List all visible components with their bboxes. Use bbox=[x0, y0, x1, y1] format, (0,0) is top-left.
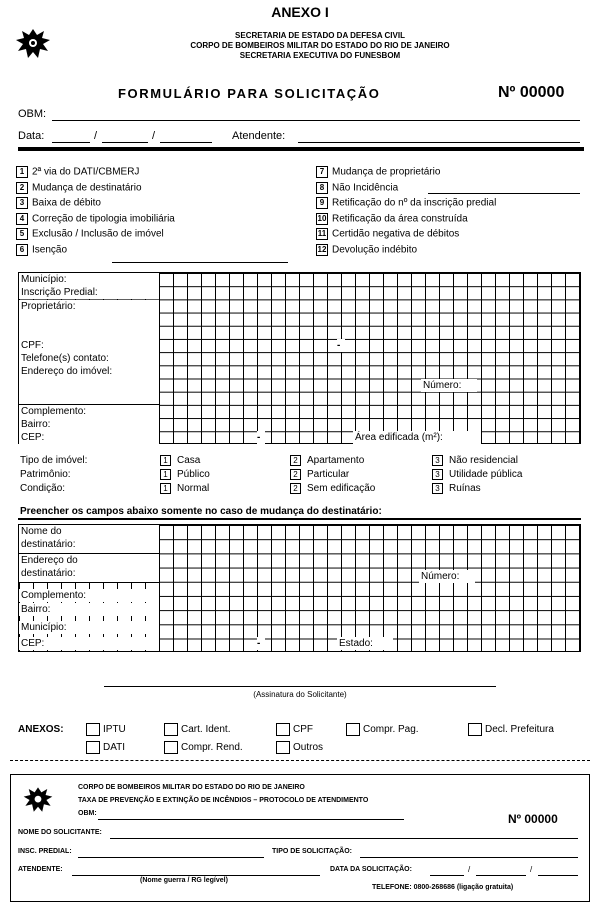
property-option[interactable] bbox=[160, 483, 209, 495]
request-type-label: Mudança de proprietário bbox=[332, 166, 441, 178]
property-option[interactable] bbox=[290, 455, 364, 467]
property-option-box[interactable]: 2 bbox=[290, 455, 301, 466]
request-type-option[interactable] bbox=[316, 166, 440, 179]
recipient-heading-rule bbox=[18, 518, 581, 520]
nome-destinatario-line1: Nome do bbox=[21, 526, 62, 537]
annex-label: Compr. Rend. bbox=[181, 742, 243, 754]
receipt-nome-guerra: (Nome guerra / RG legível) bbox=[140, 877, 228, 884]
option-number-box[interactable]: 10 bbox=[317, 213, 327, 223]
annex-checkbox-item[interactable] bbox=[468, 723, 554, 736]
form-number: Nº 00000 bbox=[498, 84, 565, 101]
receipt-date-year[interactable] bbox=[538, 875, 578, 876]
property-option-label: Casa bbox=[177, 455, 201, 466]
cep-dash: - bbox=[257, 431, 265, 444]
request-type-option[interactable] bbox=[16, 182, 142, 195]
request-type-label: Correção de tipologia imobiliária bbox=[32, 213, 175, 225]
signature-line[interactable] bbox=[104, 686, 496, 687]
receipt-line-1: CORPO DE BOMBEIROS MILITAR DO ESTADO DO RIO DE JANEIRO bbox=[78, 784, 305, 791]
header-line-3: SECRETARIA EXECUTIVA DO FUNESBOM bbox=[239, 51, 401, 60]
receipt-data-label: DATA DA SOLICITAÇÃO: bbox=[330, 866, 412, 873]
property-option-label: Sem edificação bbox=[307, 483, 376, 494]
option-number-box[interactable]: 2 bbox=[16, 182, 28, 194]
date-separator: / bbox=[152, 130, 156, 142]
endereco-destinatario-line1: Endereço do bbox=[21, 555, 78, 566]
form-title: FORMULÁRIO PARA SOLICITAÇÃO bbox=[118, 86, 381, 101]
receipt-number: Nº 00000 bbox=[508, 812, 558, 826]
option-number-box[interactable]: 7 bbox=[316, 166, 328, 178]
obm-field[interactable] bbox=[52, 120, 580, 121]
request-type-option[interactable] bbox=[316, 228, 459, 241]
patrimonio-label: Patrimônio: bbox=[20, 469, 71, 480]
attendant-label: Atendente: bbox=[232, 130, 286, 142]
request-type-option[interactable] bbox=[16, 213, 175, 226]
property-option-box[interactable]: 1 bbox=[160, 455, 171, 466]
annex-title: ANEXO I bbox=[271, 4, 329, 20]
receipt-date-month[interactable] bbox=[476, 875, 526, 876]
annex-label: DATI bbox=[103, 742, 126, 754]
receipt-nome-label: NOME DO SOLICITANTE: bbox=[18, 829, 102, 836]
recipient-data-grid[interactable] bbox=[18, 524, 581, 652]
annex-checkbox[interactable] bbox=[164, 723, 178, 736]
date-day-field[interactable] bbox=[52, 142, 90, 143]
option-number-box[interactable]: 3 bbox=[16, 197, 28, 209]
annex-checkbox[interactable] bbox=[86, 723, 100, 736]
receipt-date-sep: / bbox=[530, 865, 533, 874]
request-type-label: Certidão negativa de débitos bbox=[332, 229, 460, 241]
request-type-option[interactable] bbox=[316, 197, 496, 210]
option-number-box[interactable]: 8 bbox=[316, 182, 328, 194]
annexes-label: ANEXOS: bbox=[18, 724, 64, 735]
cut-line bbox=[10, 760, 590, 761]
property-option-box[interactable]: 1 bbox=[160, 483, 171, 494]
endereco-destinatario-line2: destinatário: bbox=[21, 568, 76, 579]
receipt-line-2: TAXA DE PREVENÇÃO E EXTINÇÃO DE INCÊNDIOS – PROTOCOLO DE ATENDIMENTO bbox=[78, 797, 369, 804]
telefone-label: Telefone(s) contato: bbox=[19, 352, 159, 365]
cpf-dash: - bbox=[337, 339, 345, 352]
property-option[interactable] bbox=[160, 469, 210, 481]
receipt-tipo-field[interactable] bbox=[360, 857, 578, 858]
complemento-label: Complemento: bbox=[19, 405, 159, 418]
receipt-atendente-label: ATENDENTE: bbox=[18, 866, 63, 873]
option-number-box[interactable]: 12 bbox=[317, 245, 327, 254]
annex-checkbox[interactable] bbox=[86, 741, 100, 754]
annex-checkbox[interactable] bbox=[276, 723, 290, 736]
proprietario-label: Proprietário: bbox=[19, 300, 159, 340]
numero2-label: Número: bbox=[419, 570, 475, 583]
annex-label: CPF bbox=[293, 724, 313, 736]
option-number-box[interactable]: 11 bbox=[317, 229, 327, 239]
annex-label: Cart. Ident. bbox=[181, 724, 231, 736]
obm-label: OBM: bbox=[18, 108, 47, 120]
property-option[interactable] bbox=[432, 455, 518, 467]
option-number-box[interactable]: 5 bbox=[16, 228, 28, 240]
property-option-box[interactable]: 2 bbox=[290, 483, 301, 494]
request-type-option[interactable] bbox=[316, 213, 468, 226]
header-line-1: SECRETARIA DE ESTADO DA DEFESA CIVIL bbox=[235, 31, 405, 40]
area-label: Área edificada (m²): bbox=[353, 431, 481, 444]
date-separator: / bbox=[94, 130, 98, 142]
annex-checkbox-item[interactable] bbox=[86, 741, 125, 754]
option-number-box[interactable]: 9 bbox=[316, 197, 328, 209]
annex-checkbox-item[interactable] bbox=[276, 741, 323, 754]
property-option[interactable] bbox=[432, 469, 522, 481]
option-number-box[interactable]: 6 bbox=[16, 244, 28, 256]
annex-checkbox-item[interactable] bbox=[346, 723, 419, 736]
property-option-box[interactable]: 2 bbox=[290, 469, 301, 480]
property-option-label: Apartamento bbox=[307, 455, 365, 466]
complemento2-label: Complemento: bbox=[19, 589, 159, 602]
nome-destinatario-line2: destinatário: bbox=[21, 539, 76, 550]
bairro2-label: Bairro: bbox=[19, 603, 159, 616]
request-type-label: Não Incidência bbox=[332, 182, 399, 194]
receipt-nome-field[interactable] bbox=[110, 838, 578, 839]
inscricao-label: Inscrição Predial: bbox=[19, 286, 159, 299]
nome-destinatario-label bbox=[19, 525, 159, 554]
annex-checkbox[interactable] bbox=[164, 741, 178, 754]
annex-checkbox-item[interactable] bbox=[164, 741, 243, 754]
request-type-label: 2ª via do DATI/CBMERJ bbox=[32, 166, 140, 178]
date-year-field[interactable] bbox=[160, 142, 212, 143]
receipt-tipo-label: TIPO DE SOLICITAÇÃO: bbox=[272, 848, 352, 855]
tipo-imovel-label: Tipo de imóvel: bbox=[20, 455, 88, 466]
annex-checkbox-item[interactable] bbox=[164, 723, 230, 736]
annex-label: Outros bbox=[293, 742, 324, 754]
request-type-option[interactable] bbox=[316, 182, 398, 195]
numero-label: Número: bbox=[421, 379, 477, 392]
request-type-option[interactable] bbox=[16, 244, 67, 257]
option-number-box[interactable]: 4 bbox=[16, 213, 28, 225]
property-option-label: Normal bbox=[177, 483, 210, 494]
receipt-atendente-field[interactable] bbox=[72, 875, 320, 876]
property-option-box[interactable]: 1 bbox=[160, 469, 171, 480]
isencao-field[interactable] bbox=[112, 262, 288, 263]
cep2-dash: - bbox=[257, 637, 265, 650]
nao-incidencia-field[interactable] bbox=[428, 193, 580, 194]
request-type-option[interactable] bbox=[316, 244, 417, 257]
recipient-heading: Preencher os campos abaixo somente no caso de mudança do destinatário: bbox=[20, 506, 382, 517]
signature-label: (Assinatura do Solicitante) bbox=[253, 690, 347, 699]
request-type-label: Retificação da área construída bbox=[332, 213, 468, 225]
property-option-label: Público bbox=[177, 469, 210, 480]
estado-label: Estado: bbox=[337, 637, 393, 650]
annex-checkbox[interactable] bbox=[276, 741, 290, 754]
request-type-label: Exclusão / Inclusão de imóvel bbox=[32, 229, 164, 241]
request-type-option[interactable] bbox=[16, 166, 139, 179]
property-option-label: Não residencial bbox=[449, 455, 518, 466]
property-data-grid[interactable] bbox=[18, 272, 581, 444]
property-option-label: Ruínas bbox=[449, 483, 481, 494]
request-type-label: Retificação do nº da inscrição predial bbox=[332, 197, 497, 209]
header-line-2: CORPO DE BOMBEIROS MILITAR DO ESTADO DO RIO DE JANEIRO bbox=[190, 41, 450, 50]
bairro-label: Bairro: bbox=[19, 418, 159, 431]
property-option[interactable] bbox=[290, 483, 375, 495]
receipt-emblem-icon bbox=[22, 786, 54, 814]
receipt-date-sep: / bbox=[468, 865, 471, 874]
receipt-insc-field[interactable] bbox=[78, 857, 264, 858]
municipio2-label: Município: bbox=[19, 621, 159, 634]
annex-checkbox-item[interactable] bbox=[276, 723, 313, 736]
fire-department-emblem-icon bbox=[14, 28, 52, 60]
section-divider bbox=[18, 147, 584, 151]
option-number-box[interactable]: 1 bbox=[16, 166, 28, 178]
request-type-option[interactable] bbox=[16, 197, 101, 210]
property-option-label: Particular bbox=[307, 469, 350, 480]
endereco-label: Endereço do imóvel: bbox=[19, 365, 159, 405]
annex-checkbox-item[interactable] bbox=[86, 723, 126, 736]
property-option-box[interactable]: 3 bbox=[432, 469, 443, 480]
receipt-obm-field[interactable] bbox=[98, 819, 404, 820]
request-type-option[interactable] bbox=[16, 228, 164, 241]
cpf-label: CPF: bbox=[19, 339, 159, 352]
date-label: Data: bbox=[18, 130, 45, 142]
attendant-field[interactable] bbox=[298, 142, 580, 143]
endereco-destinatario-label bbox=[19, 554, 159, 583]
annex-label: IPTU bbox=[103, 724, 126, 736]
request-type-label: Baixa de débito bbox=[32, 197, 101, 209]
property-option-box[interactable]: 3 bbox=[432, 455, 443, 466]
annex-checkbox[interactable] bbox=[468, 723, 482, 736]
property-option-label: Utilidade pública bbox=[449, 469, 523, 480]
property-option-box[interactable]: 3 bbox=[432, 483, 443, 494]
receipt-telefone: TELEFONE: 0800-268686 (ligação gratuita) bbox=[372, 884, 514, 891]
municipio-label: Município: bbox=[19, 273, 159, 286]
annex-label: Decl. Prefeitura bbox=[485, 724, 554, 736]
property-option[interactable] bbox=[160, 455, 200, 467]
condicao-label: Condição: bbox=[20, 483, 66, 494]
request-type-label: Mudança de destinatário bbox=[32, 182, 142, 194]
request-type-label: Isenção bbox=[32, 244, 68, 256]
property-option[interactable] bbox=[432, 483, 481, 495]
date-month-field[interactable] bbox=[102, 142, 148, 143]
request-type-label: Devolução indébito bbox=[332, 244, 418, 256]
receipt-date-day[interactable] bbox=[430, 875, 464, 876]
annex-label: Compr. Pag. bbox=[363, 724, 419, 736]
receipt-insc-label: INSC. PREDIAL: bbox=[18, 848, 72, 855]
annex-checkbox[interactable] bbox=[346, 723, 360, 736]
property-option[interactable] bbox=[290, 469, 349, 481]
cep2-label: CEP: bbox=[19, 637, 159, 650]
receipt-obm-label: OBM: bbox=[78, 810, 97, 817]
cep-label: CEP: bbox=[19, 431, 159, 444]
